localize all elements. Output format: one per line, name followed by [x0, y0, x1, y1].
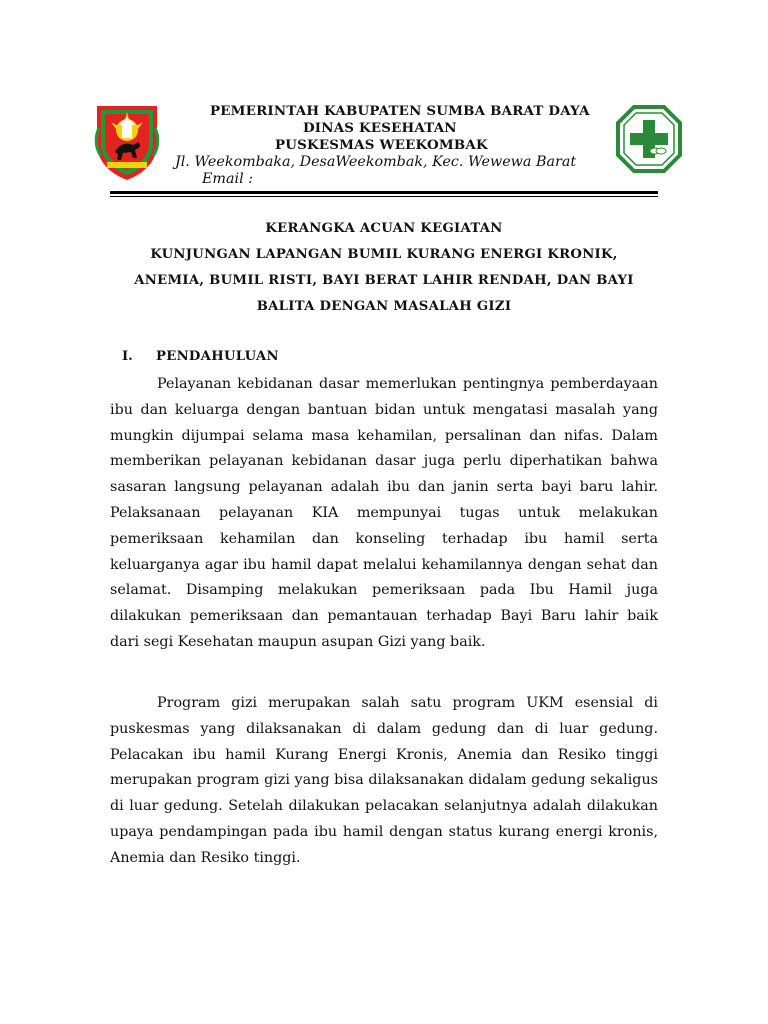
letterhead-rule-thin [110, 196, 658, 197]
document-title-line-2: KUNJUNGAN LAPANGAN BUMIL KURANG ENERGI KRONIK, [150, 247, 618, 262]
puskesmas-cross-icon [614, 103, 684, 175]
document-title-line-3: ANEMIA, BUMIL RISTI, BAYI BERAT LAHIR RENDAH, DAN BAYI [134, 273, 634, 288]
letterhead-rule-thick [110, 191, 658, 194]
letterhead-address: Jl. Weekombaka, DesaWeekombak, Kec. Wewewa Barat [175, 154, 577, 170]
paragraph-2: Program gizi merupakan salah satu program UKM esensial di puskesmas yang dilaksanakan di dalam gedung dan di luar gedung. Pelacakan ibu hamil Kurang Energi Kronis, Anemia dan Resiko tinggi merupakan program gizi yang bisa dilaksanakan didalam gedung sekaligus di luar gedung. Setelah dilakukan pelacakan selanjutnya adalah dilakukan upaya pendampingan pada ibu hamil dengan status kurang energi kronis, Anemia dan Resiko tinggi. [110, 695, 658, 866]
section-number: I. [122, 349, 133, 364]
letterhead-government: PEMERINTAH KABUPATEN SUMBA BARAT DAYA [210, 103, 590, 119]
document-title-line-4: BALITA DENGAN MASALAH GIZI [256, 299, 512, 314]
letterhead-puskesmas: PUSKESMAS WEEKOMBAK [275, 137, 488, 153]
letterhead-department: DINAS KESEHATAN [303, 120, 457, 136]
letterhead-email: Email : [202, 171, 254, 187]
document-title-line-1: KERANGKA ACUAN KEGIATAN [265, 221, 503, 236]
paragraph-1: Pelayanan kebidanan dasar memerlukan pentingnya pemberdayaan ibu dan keluarga dengan bantuan bidan untuk mengatasi masalah yang mungkin dijumpai selama masa kehamilan, persalinan dan nifas. Dalam memberikan pelayanan kebidanan dasar juga perlu diperhatikan bahwa sasaran langsung pelayanan adalah ibu dan janin serta bayi baru lahir. Pelaksanaan pelayanan KIA mempunyai tugas untuk melakukan pemeriksaan kehamilan dan konseling terhadap ibu hamil serta keluarganya agar ibu hamil dapat melalui kehamilannya dengan sehat dan selamat. Disamping melakukan pemeriksaan pada Ibu Hamil juga dilakukan pemeriksaan dan pemantauan terhadap Bayi Baru lahir baik dari segi Kesehatan maupun asupan Gizi yang baik. [110, 376, 658, 650]
section-heading: PENDAHULUAN [156, 349, 279, 364]
